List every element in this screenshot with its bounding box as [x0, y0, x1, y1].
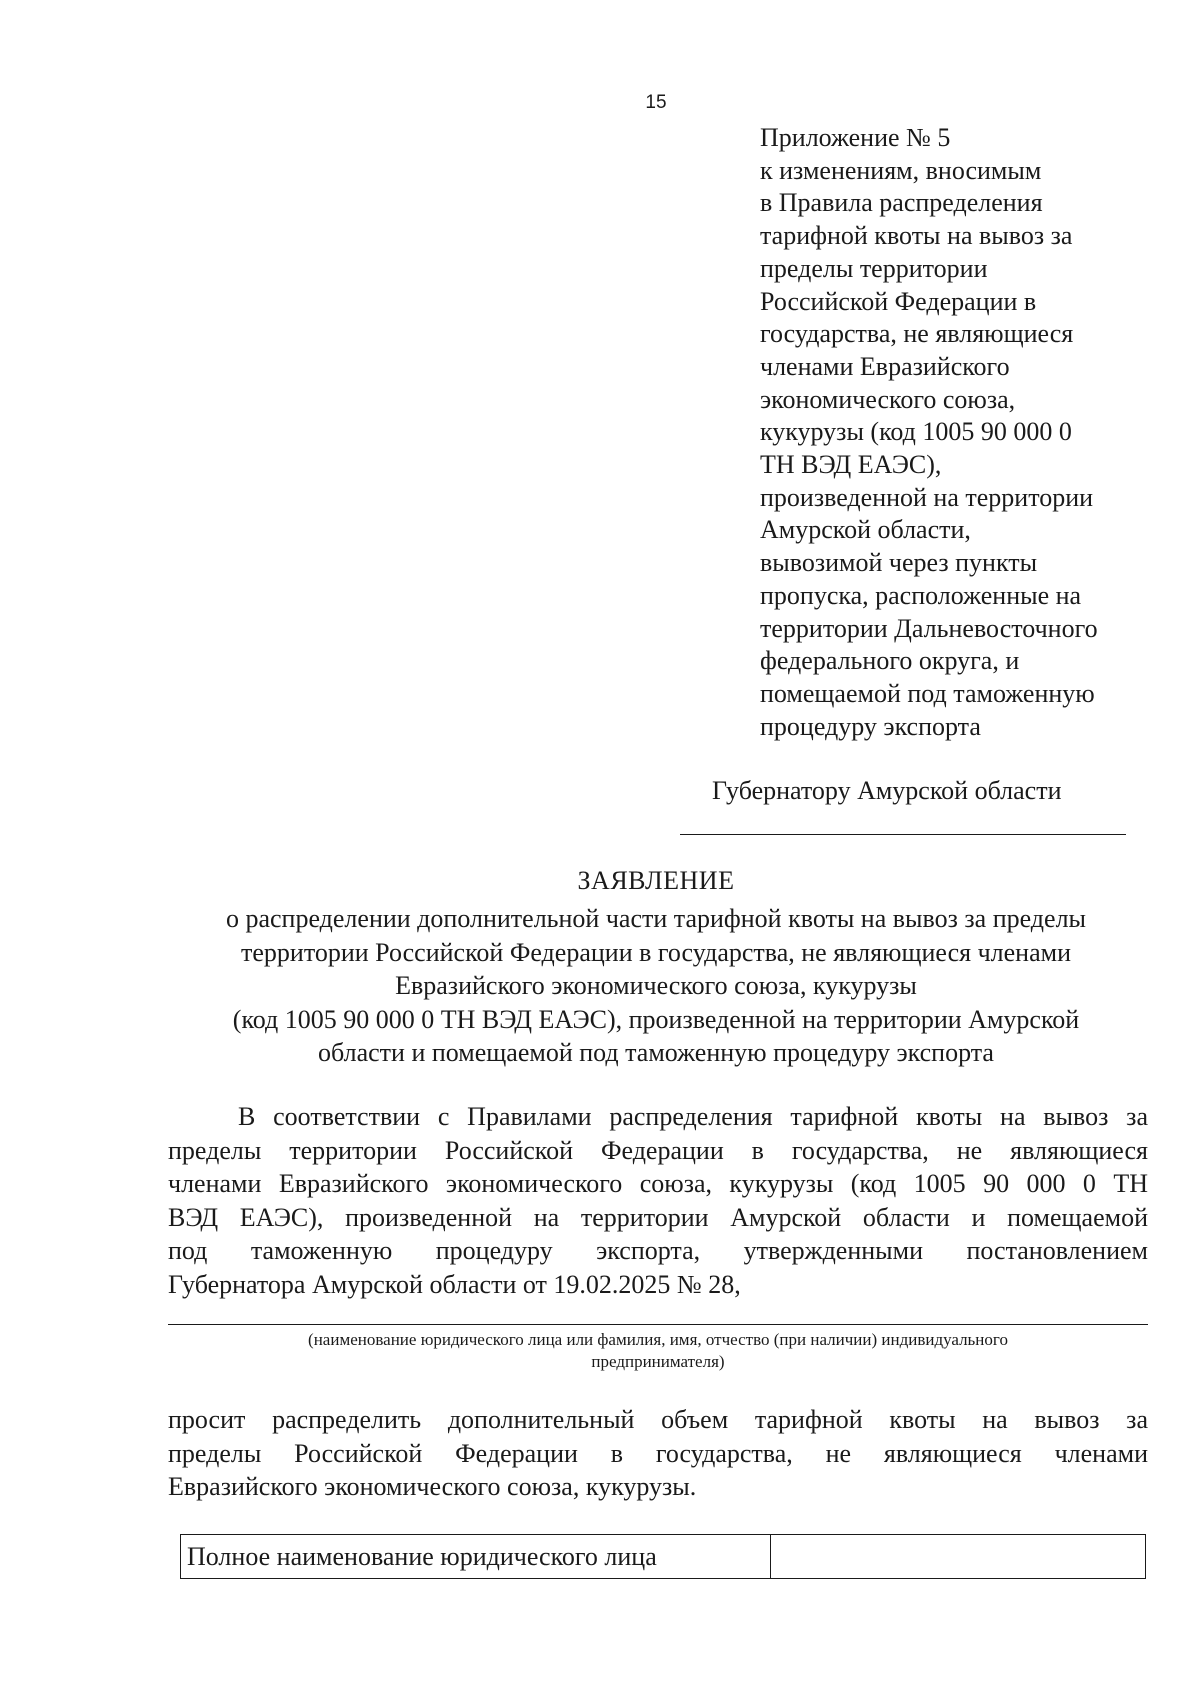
appendix-line: пропуска, расположенные на	[760, 580, 1082, 610]
body-line: под таможенную процедуру экспорта, утвержденными постановлением	[168, 1236, 1148, 1265]
document-subtitle	[170, 902, 1142, 1070]
appendix-header	[760, 122, 1180, 743]
appendix-line: федерального округа, и	[760, 646, 1020, 676]
request-line: Евразийского экономического союза, кукурузы.	[168, 1472, 697, 1501]
subtitle-line: области и помещаемой под таможенную процедуру экспорта	[318, 1038, 994, 1067]
appendix-line: пределы территории	[760, 253, 988, 283]
subtitle-line: Евразийского экономического союза, кукурузы	[395, 971, 917, 1000]
appendix-line: тарифной квоты на вывоз за	[760, 221, 1073, 251]
body-paragraph	[168, 1100, 1148, 1301]
caption-line: (наименование юридического лица или фамилия, имя, отчество (при наличии) индивидуального	[308, 1330, 1008, 1349]
caption-line: предпринимателя)	[591, 1352, 725, 1371]
appendix-line: Приложение № 5	[760, 123, 951, 152]
request-line: просит распределить дополнительный объем тарифной квоты на вывоз за	[168, 1405, 1148, 1434]
body-line: пределы территории Российской Федерации в государства, не являющиеся	[168, 1135, 1148, 1165]
addressee-blank-line	[680, 834, 1126, 835]
body-line: Губернатора Амурской области от 19.02.2025 № 28,	[168, 1269, 741, 1299]
subtitle-line: о распределении дополнительной части тарифной квоты на вывоз за пределы	[225, 904, 1087, 933]
appendix-line: Российской Федерации в	[760, 286, 1037, 316]
appendix-line: в Правила распределения	[760, 188, 1043, 218]
applicant-name-blank-line	[168, 1324, 1148, 1325]
applicant-name-caption	[168, 1329, 1148, 1373]
appendix-line: кукурузы (код 1005 90 000 0	[760, 417, 1072, 447]
addressee: Губернатору Амурской области	[712, 776, 1062, 805]
table-value-cell	[771, 1535, 1145, 1578]
table-label-cell: Полное наименование юридического лица	[181, 1535, 771, 1578]
appendix-line: процедуру экспорта	[760, 711, 981, 741]
subtitle-line: (код 1005 90 000 0 ТН ВЭД ЕАЭС), произведенной на территории Амурской	[232, 1004, 1080, 1034]
body-line: членами Евразийского экономического союза, кукурузы (код 1005 90 000 0 ТН	[168, 1169, 1148, 1198]
appendix-line: территории Дальневосточного	[760, 613, 1098, 643]
body-line: В соответствии с Правилами распределения тарифной квоты на вывоз за	[238, 1102, 1148, 1131]
appendix-line: ТН ВЭД ЕАЭС),	[760, 450, 942, 480]
request-line: пределы Российской Федерации в государства, не являющиеся членами	[168, 1438, 1148, 1468]
appendix-line: Амурской области,	[760, 515, 971, 545]
applicant-info-table	[180, 1534, 1146, 1579]
appendix-line: к изменениям, вносимым	[760, 155, 1042, 185]
appendix-line: государства, не являющиеся	[760, 319, 1074, 349]
subtitle-line: территории Российской Федерации в государства, не являющиеся членами	[241, 937, 1071, 967]
body-line: ВЭД ЕАЭС), произведенной на территории Амурской области и помещаемой	[168, 1202, 1148, 1232]
request-paragraph	[168, 1403, 1148, 1504]
document-title: ЗАЯВЛЕНИЕ	[577, 866, 735, 895]
appendix-line: членами Евразийского	[760, 351, 1010, 381]
appendix-line: экономического союза,	[760, 384, 1016, 414]
appendix-line: вывозимой через пункты	[760, 548, 1038, 578]
appendix-line: произведенной на территории	[760, 482, 1094, 512]
appendix-line: помещаемой под таможенную	[760, 678, 1095, 708]
page-number: 15	[645, 92, 667, 113]
